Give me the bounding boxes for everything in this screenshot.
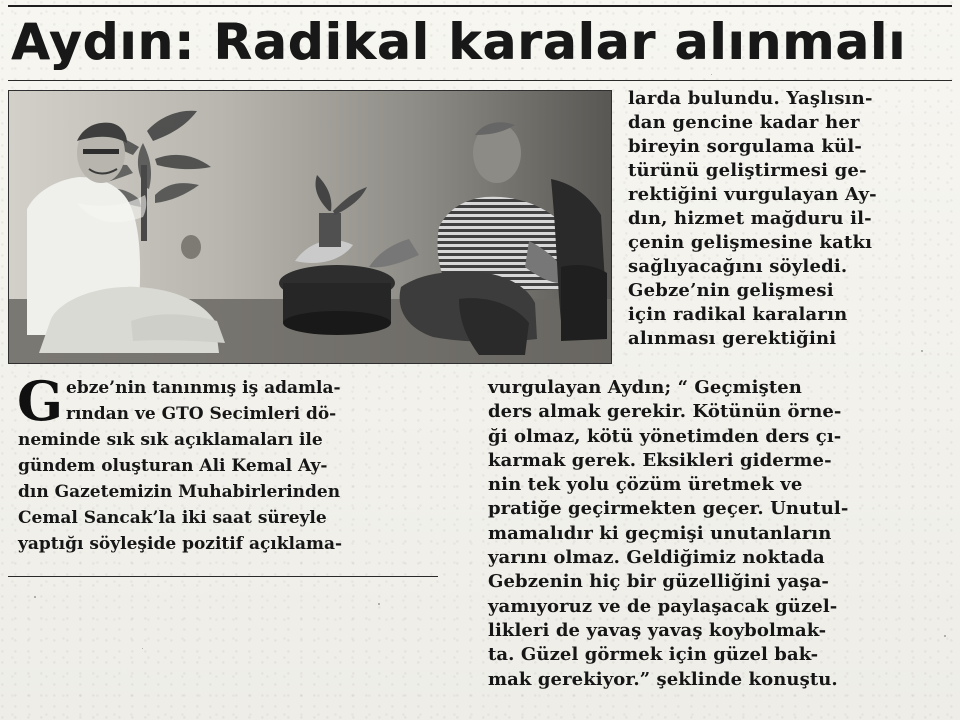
lead-line-1: ebze’nin tanınmış iş adamla- [66,378,341,398]
headline: Aydın: Radikal karalar alınmalı [11,13,907,71]
scan-speck [944,635,946,637]
body-line: Gebze’nin gelişmesi [628,280,834,301]
body-line: ders almak gerekir. Kötünün örne- [488,401,842,423]
scan-speck [142,648,143,649]
lead-line-3: neminde sık sık açıklamaları ile [18,430,323,450]
body-line: ği olmaz, kötü yönetimden ders çı- [488,425,842,447]
body-column-lower [488,376,950,692]
lead-rule [8,576,438,577]
dropcap: G [17,369,64,433]
body-line: alınması gerektiğini [628,328,837,349]
body-line: Gebzenin hiç bir güzelliğini yaşa- [488,571,829,593]
lead-line-5: dın Gazetemizin Muhabirlerinden [18,482,341,502]
lead-line-2: rından ve GTO Secimleri dö- [66,404,337,424]
body-line: dan gencine kadar her [628,112,860,133]
scan-speck [34,596,36,598]
scan-speck [711,74,712,75]
body-line: çenin gelişmesine katkı [628,232,873,253]
lead-paragraph [18,427,458,557]
body-line: yarını olmaz. Geldiğimiz noktada [488,547,825,569]
scan-speck [921,350,923,352]
body-column-upper [628,87,946,351]
body-line: bireyin sorgulama kül- [628,136,863,157]
body-line: dın, hizmet mağduru il- [628,208,872,229]
lead-line-6: Cemal Sancak’la iki saat süreyle [18,508,327,528]
scan-speck [378,603,380,605]
body-line: larda bulundu. Yaşlısın- [628,88,873,109]
lead-line-4: gündem oluşturan Ali Kemal Ay- [18,456,328,476]
body-line: pratiğe geçirmekten geçer. Unutul- [488,498,849,520]
body-line: mak gerekiyor.” şeklinde konuştu. [488,668,838,690]
headline-rule [8,80,952,81]
body-line: karmak gerek. Eksikleri giderme- [488,449,832,471]
body-line: yamıyoruz ve de paylaşacak güzel- [488,595,838,617]
body-line: türünü geliştirmesi ge- [628,160,867,181]
top-rule [8,5,952,7]
body-line: rektiğini vurgulayan Ay- [628,184,877,205]
body-line: için radikal karaların [628,304,848,325]
body-line: likleri de yavaş yavaş koybolmak- [488,619,827,641]
body-line: sağlıyacağını söyledi. [628,256,848,277]
body-line: mamalıdır ki geçmişi unutanların [488,522,832,544]
lead-line-7: yaptığı söyleşide pozitif açıklama- [18,534,343,554]
body-line: nin tek yolu çözüm üretmek ve [488,474,803,496]
interview-photo [8,90,612,364]
photo-scene [9,91,611,363]
body-line: vurgulayan Aydın; “ Geçmişten [488,377,802,398]
body-line: ta. Güzel görmek için güzel bak- [488,644,819,666]
